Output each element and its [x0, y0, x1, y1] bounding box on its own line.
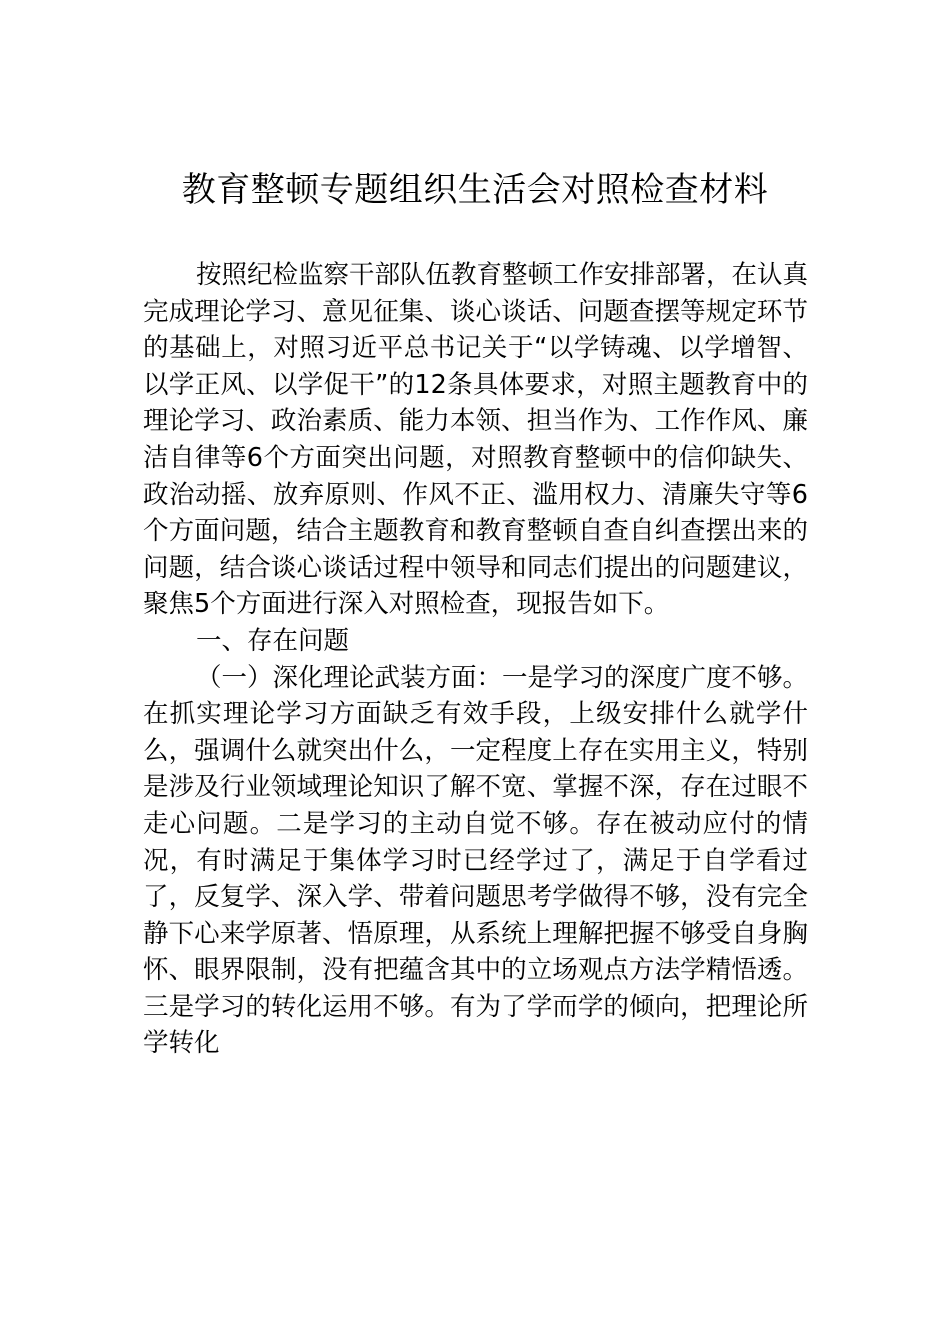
section-1-paragraph: （一）深化理论武装方面：一是学习的深度广度不够。在抓实理论学习方面缺乏有效手段，上级安排什么就学什么，强调什么就突出什么，一定程度上存在实用主义，特别是涉及行业领域理论知识了解不宽、掌握不深，存在过眼不走心问题。二是学习的主动自觉不够。存在被动应付的情况，有时满足于集体学习时已经学过了，满足于自学看过了，反复学、深入学、带着问题思考学做得不够，没有完全静下心来学原著、悟原理，从系统上理解把握不够受自身胸怀、眼界限制，没有把蕴含其中的立场观点方法学精悟透。三是学习的转化运用不够。有为了学而学的倾向，把理论所学转化 [143, 662, 809, 1059]
section-heading: 一、存在问题 [196, 625, 350, 656]
document-title: 教育整顿专题组织生活会对照检查材料 [181, 170, 769, 210]
intro-paragraph: 按照纪检监察干部队伍教育整顿工作安排部署，在认真完成理论学习、意见征集、谈心谈话、问题查摆等规定环节的基础上，对照习近平总书记关于“以学铸魂、以学增智、以学正风、以学促干”的12条具体要求，对照主题教育中的理论学习、政治素质、能力本领、担当作为、工作作风、廉洁自律等6个方面突出问题，对照教育整顿中的信仰缺失、政治动摇、放弃原则、作风不正、滥用权力、清廉失守等6个方面问题，结合主题教育和教育整顿自查自纠查摆出来的问题，结合谈心谈话过程中领导和同志们提出的问题建议，聚焦5个方面进行深入对照检查，现报告如下。 [143, 260, 809, 620]
document-body [143, 257, 808, 1062]
